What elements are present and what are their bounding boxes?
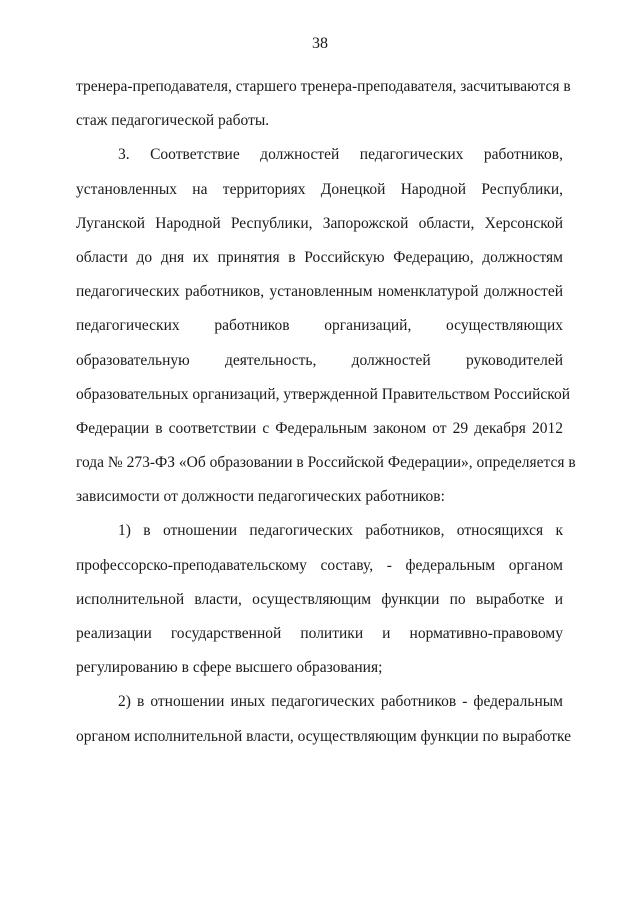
text-line: педагогических работников, установленным номенклатурой должностей [76,283,563,301]
text-line: установленных на территориях Донецкой Народной Республики, [76,180,563,198]
text-line: года № 273-ФЗ «Об образовании в Российской Федерации», определяется в [76,454,576,472]
text-line: регулированию в сфере высшего образования; [76,659,383,677]
text-line: 1) в отношении педагогических работников, относящихся к [118,522,563,540]
text-line: образовательную деятельность, должностей руководителей [76,351,563,369]
text-line: Луганской Народной Республики, Запорожской области, Херсонской [76,214,563,232]
paragraph-continuation [76,70,571,138]
subitem-1 [76,514,563,685]
text-line: 3. Соответствие должностей педагогических работников, [118,146,563,164]
text-line: образовательных организаций, утвержденной Правительством Российской [76,385,571,403]
paragraph-item-3 [76,138,576,514]
document-body [76,70,576,754]
subitem-2 [76,685,572,753]
text-line: стаж педагогической работы. [76,112,270,130]
text-line: исполнительной власти, осуществляющим функции по выработке и [76,590,563,608]
text-line: Федерации в соответствии с Федеральным законом от 29 декабря 2012 [76,419,563,437]
text-line: 2) в отношении иных педагогических работников - федеральным [118,693,563,711]
text-line: профессорско-преподавательскому составу, - федеральным органом [76,556,563,574]
text-line: области до дня их принятия в Российскую Федерацию, должностям [76,248,563,266]
text-line: органом исполнительной власти, осуществляющим функции по выработке [76,727,572,745]
text-line: тренера-преподавателя, старшего тренера-преподавателя, засчитываются в [76,78,571,95]
text-line: зависимости от должности педагогических работников: [76,488,445,506]
page-number: 38 [312,35,328,52]
text-line: педагогических работников организаций, осуществляющих [76,317,563,335]
text-line: реализации государственной политики и нормативно-правовому [76,625,563,642]
